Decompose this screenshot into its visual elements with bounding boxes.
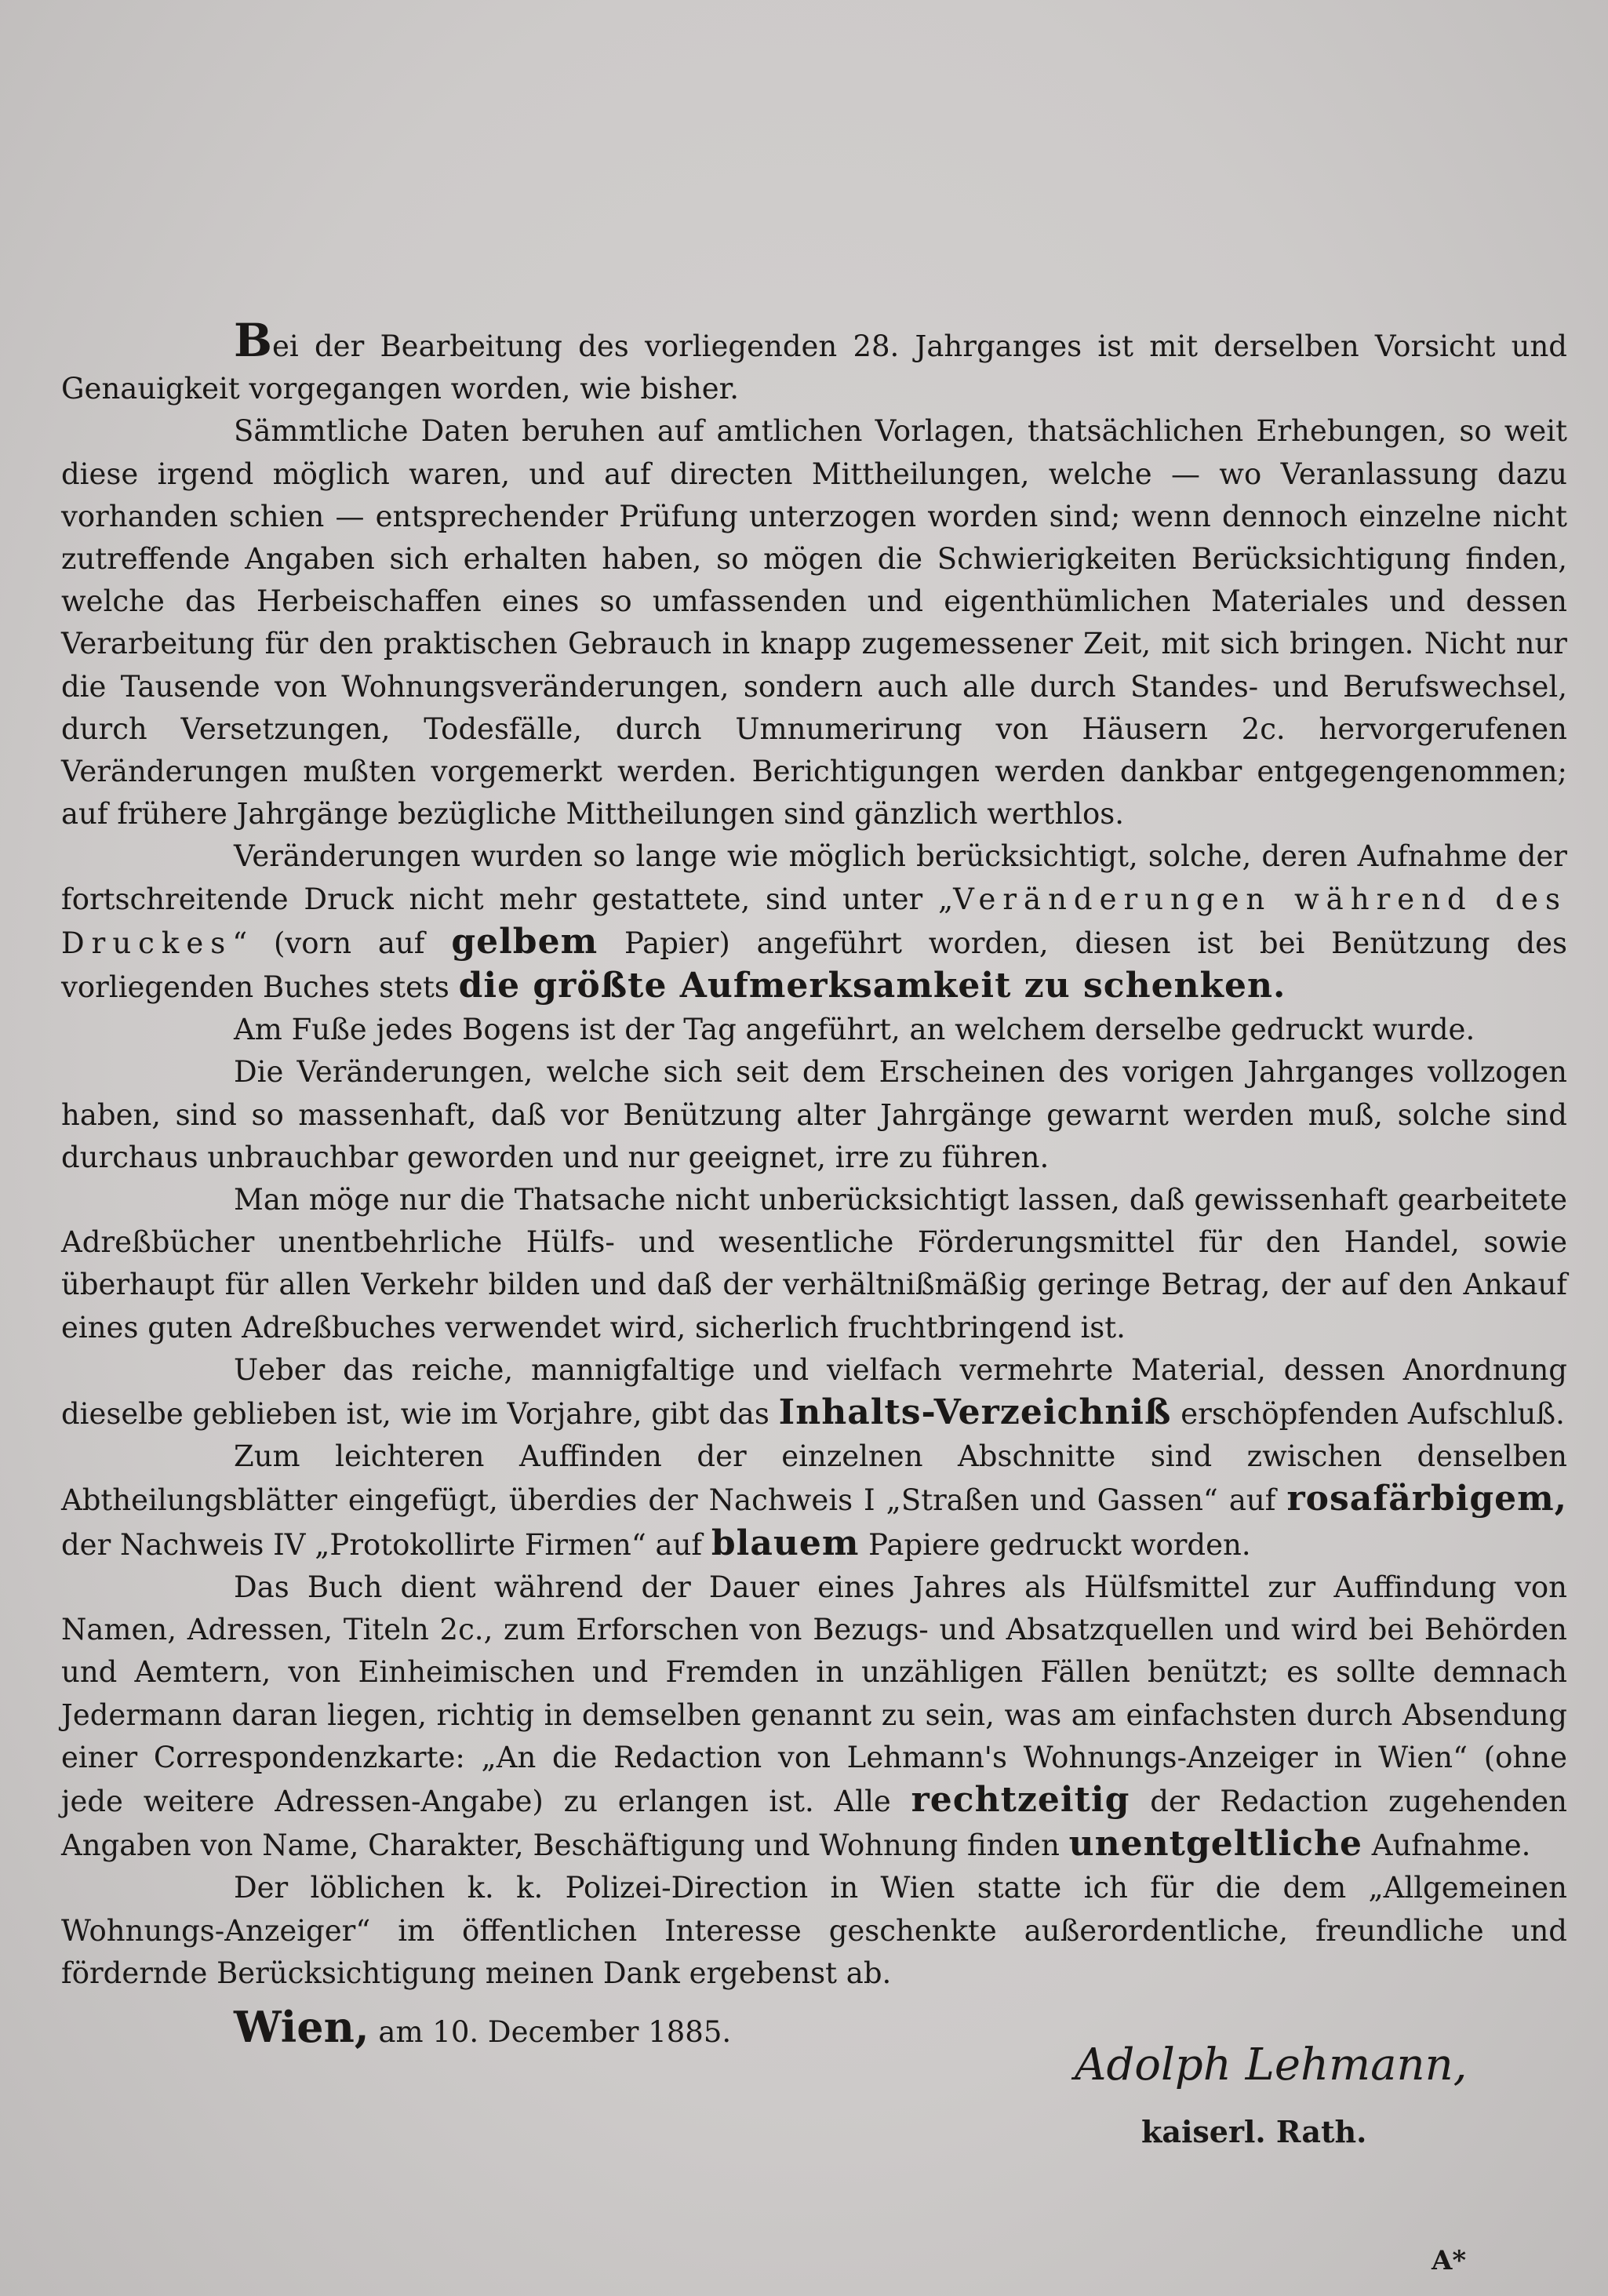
emphasis-rechtzeitig: rechtzeitig <box>911 1779 1130 1820</box>
paragraph-1: Bei der Bearbeitung des vorliegenden 28. Jahrganges ist mit derselben Vorsicht und Genauigkeit vorgegangen worden, wie bisher. <box>61 314 1567 406</box>
paragraph-3: Veränderungen wurden so lange wie möglich berücksichtigt, solche, deren Aufnahme der fortschreitende Druck nicht mehr gestattete, sind unter „Veränderungen während des Druckes“ (vorn auf gelbem Papier) angeführt worden, diesen ist bei Benützung des vorliegenden Buches stets die größte Aufmerksamkeit zu schenken. <box>61 839 1567 1006</box>
paragraph-5: Die Veränderungen, welche sich seit dem Erscheinen des vorigen Jahrganges vollzogen haben, sind so massenhaft, daß vor Benützung alter Jahrgänge gewarnt werden muß, solche sind durchaus unbrauchbar geworden und nur geeignet, irre zu führen. <box>61 1055 1567 1174</box>
city: Wien, <box>234 2001 369 2052</box>
signature-name: Adolph Lehmann, <box>1075 2039 1468 2090</box>
drop-cap: B <box>234 314 273 367</box>
paragraph-2: Sämmtliche Daten beruhen auf amtlichen Vorlagen, thatsächlichen Erhebungen, so weit diese irgend möglich waren, und auf directen Mittheilungen, welche — wo Veranlassung dazu vorhanden schien — entsprechender Prüfung unterzogen worden sind; wenn dennoch einzelne nicht zutreffende Angaben sich erhalten haben, so mögen die Schwierigkeiten Berücksichtigung finden, welche das Herbeischaffen eines so umfassenden und eigenthümlichen Materiales und dessen Verarbeitung für den praktischen Gebrauch in knapp zugemessener Zeit, mit sich bringen. Nicht nur die Tausende von Wohnungsveränderungen, sondern auch alle durch Standes- und Berufswechsel, durch Versetzungen, Todesfälle, durch Umnumerirung von Häusern 2c. hervorgerufenen Veränderungen mußten vorgemerkt werden. Berichtigungen werden dankbar entgegengenommen; auf frühere Jahrgänge bezügliche Mittheilungen sind gänzlich werthlos. <box>61 414 1567 831</box>
paragraph-8: Zum leichteren Auffinden der einzelnen Abschnitte sind zwischen denselben Abtheilungsblätter eingefügt, überdies der Nachweis I „Straßen und Gassen“ auf rosafärbigem, der Nachweis IV „Protokollirte Firmen“ auf blauem Papiere gedruckt worden. <box>61 1439 1567 1563</box>
paragraph-4: Am Fuße jedes Bogens ist der Tag angeführt, an welchem derselbe gedruckt wurde. <box>234 1013 1475 1047</box>
paragraph-6: Man möge nur die Thatsache nicht unberücksichtigt lassen, daß gewissenhaft gearbeitete Adreßbücher unentbehrliche Hülfs- und wesentliche Förderungsmittel für den Handel, sowie überhaupt für allen Verkehr bilden und daß der verhältnißmäßig geringe Betrag, der auf den Ankauf eines guten Adreßbuches verwendet wird, sicherlich fruchtbringend ist. <box>61 1183 1567 1344</box>
emphasis-gelbem: gelbem <box>451 921 598 962</box>
spaced-term: Veränderungen während des Druckes <box>61 882 1567 960</box>
emphasis-unentgeltlich: unentgeltliche <box>1068 1824 1362 1865</box>
date: am 10. December 1885. <box>369 2014 732 2049</box>
signature-title: kaiserl. Rath. <box>1141 2114 1367 2149</box>
paragraph-7: Ueber das reiche, mannigfaltige und vielfach vermehrte Material, dessen Anordnung dieselbe geblieben ist, wie im Vorjahre, gibt das Inhalts-Verzeichniß erschöpfenden Aufschluß. <box>61 1352 1567 1433</box>
emphasis-attention: die größte Aufmerksamkeit zu schenken. <box>458 966 1286 1006</box>
paragraph-9: Das Buch dient während der Dauer eines Jahres als Hülfsmittel zur Auffindung von Namen, Adressen, Titeln 2c., zum Erforschen von Bezugs- und Absatzquellen und wird bei Behörden und Aemtern, von Einheimischen und Fremden in unzähligen Fällen benützt; es sollte demnach Jedermann daran liegen, richtig in demselben genannt zu sein, was am einfachsten durch Absendung einer Correspondenzkarte: „An die Redaction von Lehmann's Wohnungs-Anzeiger in Wien“ (ohne jede weitere Adressen-Angabe) zu erlangen ist. Alle rechtzeitig der Redaction zugehenden Angaben von Name, Charakter, Beschäftigung und Wohnung finden unentgeltliche Aufnahme. <box>61 1570 1567 1865</box>
preface-text <box>61 314 1567 2054</box>
emphasis-index: Inhalts-Verzeichniß <box>778 1392 1172 1433</box>
emphasis-blau: blauem <box>711 1523 860 1563</box>
paragraph-10: Der löblichen k. k. Polizei-Direction in Wien statte ich für die dem „Allgemeinen Wohnungs-Anzeiger“ im öffentlichen Interesse geschenkte außerordentliche, freundliche und fördernde Berücksichtigung meinen Dank ergebenst ab. <box>61 1871 1567 1990</box>
sheet-mark: A* <box>1432 2245 1467 2276</box>
emphasis-rosa: rosafärbigem, <box>1286 1479 1567 1519</box>
